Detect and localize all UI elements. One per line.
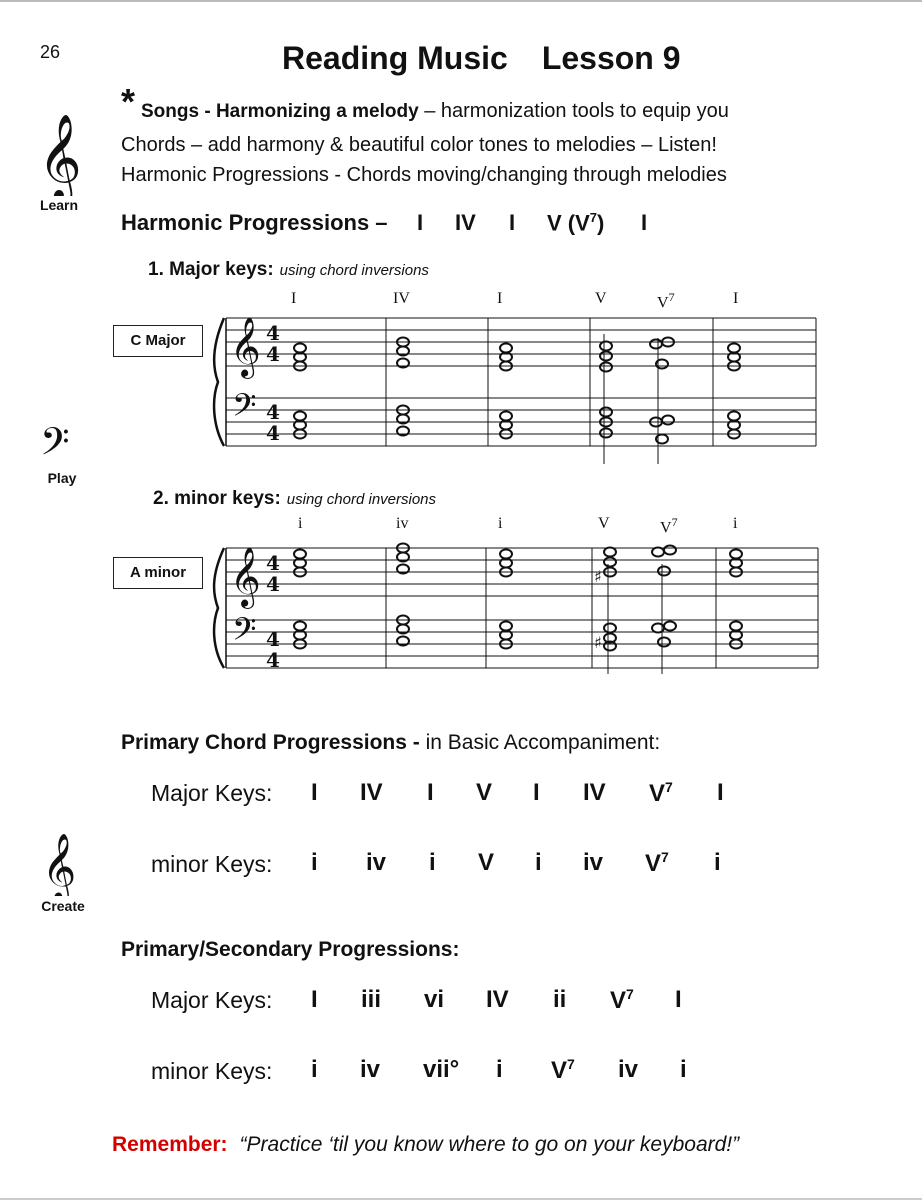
primary-minor-chord: iv <box>366 849 387 876</box>
minor-chord-label: iv <box>396 515 409 532</box>
harmonic-heading: Harmonic Progressions – <box>121 210 388 235</box>
primary-major-chord: V <box>476 779 493 806</box>
minor-chord-label: i <box>733 515 738 532</box>
major-keys-label: 1. Major keys: using chord inversions <box>148 259 429 280</box>
page-number: 26 <box>40 42 61 62</box>
svg-text:♯: ♯ <box>594 567 602 586</box>
secondary-heading: Primary/Secondary Progressions: <box>121 938 460 961</box>
svg-text:𝄢: 𝄢 <box>40 419 70 468</box>
svg-text:4: 4 <box>266 400 280 424</box>
svg-text:4: 4 <box>266 342 280 366</box>
key-box-c-major: C Major <box>113 325 203 357</box>
remember-note <box>112 1133 739 1157</box>
primary-major-chord: I <box>533 779 540 806</box>
intro-rest: – harmonization tools to equip you <box>418 100 729 122</box>
secondary-minor-label: minor Keys: <box>151 1058 273 1084</box>
svg-text:4: 4 <box>266 572 280 596</box>
secondary-minor-chord: iv <box>360 1056 381 1083</box>
key-box-a-minor: A minor <box>113 557 203 589</box>
secondary-major-chord: vi <box>424 986 445 1013</box>
bass-clef-icon <box>36 418 86 468</box>
minor-keys-label: 2. minor keys: using chord inversions <box>153 488 437 509</box>
secondary-major-chord: $V^7$ <box>610 986 634 1014</box>
minor-chord-label: V <box>598 515 610 532</box>
svg-text:𝄢: 𝄢 <box>232 387 257 431</box>
svg-text:4: 4 <box>266 421 280 445</box>
primary-major-label: Major Keys: <box>151 780 273 806</box>
major-chord-label: V <box>595 290 607 307</box>
play-icon-group <box>36 418 86 473</box>
primary-minor-chord: i <box>311 849 318 876</box>
intro-line-3: Harmonic Progressions - Chords moving/changing through melodies <box>121 164 727 186</box>
harmonic-chord-1: I <box>417 210 424 235</box>
harmonic-chord-4: V $(V^7)$ <box>547 210 605 236</box>
grand-staff-major <box>210 306 825 470</box>
minor-chord-label: $V^7$ <box>660 515 678 537</box>
svg-text:4: 4 <box>266 321 280 345</box>
page-top-border <box>0 0 922 2</box>
primary-minor-chord: iv <box>583 849 604 876</box>
primary-major-chord: IV <box>360 779 383 806</box>
svg-text:4: 4 <box>266 648 280 672</box>
svg-text:♯: ♯ <box>594 633 602 652</box>
primary-minor-chord: i <box>429 849 436 876</box>
svg-text:𝄞: 𝄞 <box>230 317 261 377</box>
primary-minor-chord: $V^7$ <box>645 849 669 877</box>
svg-text:𝄢: 𝄢 <box>232 611 257 655</box>
star-marker: * <box>121 81 136 122</box>
secondary-major-chord: ii <box>553 986 567 1013</box>
secondary-minor-chord: iv <box>618 1056 639 1083</box>
grand-staff-minor <box>210 534 825 680</box>
primary-major-chord: $V^7$ <box>649 779 673 807</box>
secondary-minor-chord: vii° <box>423 1056 460 1083</box>
learn-icon-group <box>34 110 84 201</box>
major-chord-label: IV <box>393 290 410 307</box>
secondary-minor-chord: i <box>311 1056 318 1083</box>
title-left: Reading Music <box>282 40 508 76</box>
secondary-major-chord: I <box>675 986 682 1013</box>
major-chord-label: I <box>291 290 297 307</box>
minor-chord-label: i <box>498 515 503 532</box>
primary-major-chord: IV <box>583 779 606 806</box>
remember-quote: “Practice ‘til you know where to go on your keyboard!” <box>239 1133 740 1156</box>
svg-text:4: 4 <box>266 551 280 575</box>
learn-label: Learn <box>39 197 79 213</box>
secondary-major-chord: IV <box>486 986 509 1013</box>
secondary-major-chord: iii <box>361 986 382 1013</box>
secondary-minor-chord: i <box>680 1056 687 1083</box>
treble-clef-icon <box>38 830 88 896</box>
primary-major-chord: I <box>717 779 724 806</box>
create-label: Create <box>41 898 85 914</box>
page-title <box>282 40 681 77</box>
secondary-major-chord: I <box>311 986 318 1013</box>
remember-label: Remember: <box>112 1133 228 1156</box>
svg-text:𝄞: 𝄞 <box>42 832 77 896</box>
intro-line-2: Chords – add harmony & beautiful color tones to melodies – Listen! <box>121 134 717 156</box>
harmonic-chord-2: IV <box>455 210 476 235</box>
intro-bold: Songs - Harmonizing a melody <box>141 101 419 122</box>
primary-minor-chord: V <box>478 849 495 876</box>
svg-text:4: 4 <box>266 627 280 651</box>
create-icon-group <box>38 830 88 901</box>
title-right: Lesson 9 <box>541 40 681 76</box>
major-chord-label: $V^7$ <box>657 290 675 312</box>
primary-heading: Primary Chord Progressions - in Basic Accompaniment: <box>121 731 661 754</box>
secondary-major-label: Major Keys: <box>151 987 273 1013</box>
treble-clef-icon <box>34 110 84 196</box>
harmonic-chord-3: I <box>509 210 516 235</box>
primary-major-chord: I <box>427 779 434 806</box>
secondary-minor-chord: $V^7$ <box>551 1056 575 1084</box>
primary-minor-label: minor Keys: <box>151 851 273 877</box>
primary-minor-chord: i <box>714 849 721 876</box>
intro-line-1 <box>141 100 729 123</box>
harmonic-chord-5: I <box>641 210 648 235</box>
svg-text:𝄞: 𝄞 <box>38 114 82 196</box>
primary-minor-chord: i <box>535 849 542 876</box>
major-chord-label: I <box>497 290 503 307</box>
secondary-minor-chord: i <box>496 1056 503 1083</box>
play-label: Play <box>47 470 77 486</box>
svg-text:𝄞: 𝄞 <box>230 547 261 607</box>
primary-major-chord: I <box>311 779 318 806</box>
minor-chord-label: i <box>298 515 303 532</box>
major-chord-label: I <box>733 290 739 307</box>
